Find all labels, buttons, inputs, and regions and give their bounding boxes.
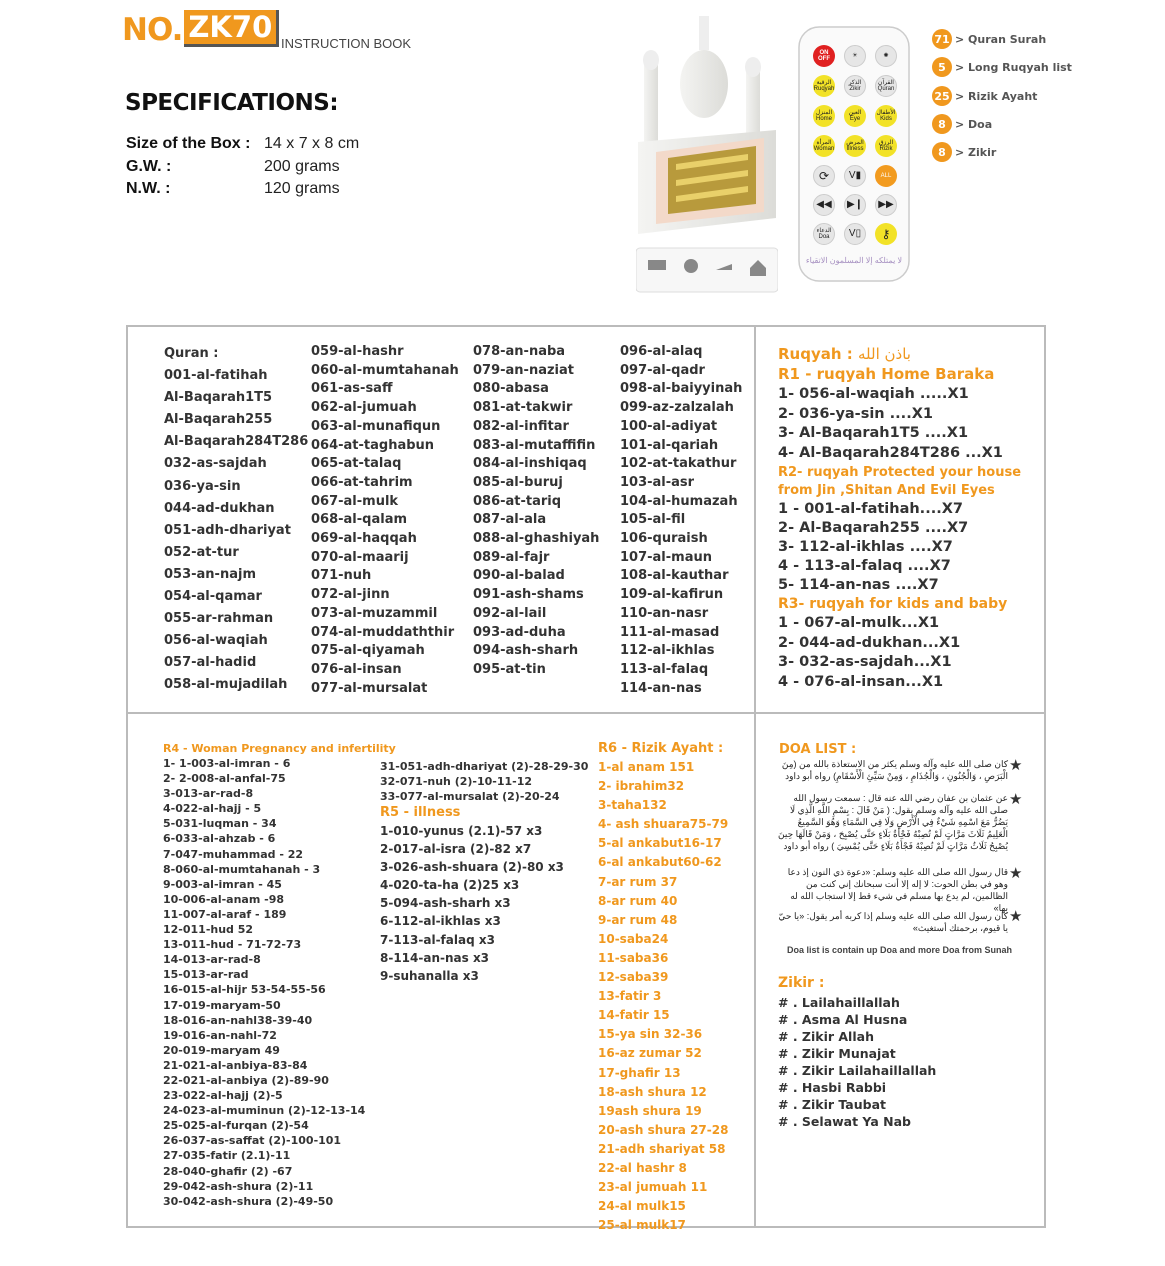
list-item: 096-al-alaq <box>620 344 703 359</box>
list-item: 10-006-al-anam -98 <box>163 892 284 906</box>
doa-note: Doa list is contain up Doa and more Doa from Sunah <box>787 945 1013 955</box>
list-item: 7-047-muhammad - 22 <box>163 847 304 861</box>
list-item: 33-077-al-mursalat (2)-20-24 <box>380 790 560 804</box>
quran-column-3 <box>473 343 599 680</box>
quran-column-1 <box>164 343 308 697</box>
list-item: 105-al-fil <box>620 512 686 528</box>
legend-item: 5 > Long Ruqyah list <box>932 57 1072 77</box>
list-item: 083-al-mutaffifin <box>473 437 596 453</box>
brand-model: ZK70 <box>184 10 279 47</box>
list-item: 067-al-mulk <box>311 493 399 509</box>
spec-row: Size of the Box : 14 x 7 x 8 cm <box>126 135 360 152</box>
list-item: 061-as-saff <box>311 381 393 397</box>
list-item: 19-016-an-nahl-72 <box>163 1028 277 1042</box>
list-item: 087-al-ala <box>473 512 547 528</box>
doa-item: عن عثمان بن عفان رضي الله عنه قال : سمعت رسول الله صلى الله عليه وآله وسلم يقول: ( مَنْ قَالَ : بِسْمِ اللَّهِ الَّذِي لَا يَضُرُّ مَعَ اسْمِهِ شَيْءٌ فِي الْأَرْضِ وَلَا فِي السَّمَاءِ وَهُوَ السَّمِيعُ الْعَلِيمُ ثَلَاثَ مَرَّاتٍ لَمْ تُصِبْهُ فَجْأَةُ بَلَاءٍ حَتَّى يُصْبِحَ ، وَمَنْ قَالَهَا حِينَ يُصْبِحُ ثَلَاثُ مَرَّاتٍ لَمْ تُصِبْهُ فَجْأَةُ بَلَاءٍ حَتَّى يُمْسِيَ ) رواه أبو داود <box>778 793 1008 851</box>
eye-button[interactable]: العين Eye <box>844 105 866 127</box>
list-item: 4- ash shuara75-79 <box>598 817 729 832</box>
list-item: 2- ibrahim32 <box>598 779 685 794</box>
zikir-title: Zikir : <box>778 975 825 991</box>
r5-list <box>380 822 564 985</box>
zikir-button[interactable]: الذكر Zikir <box>844 75 866 97</box>
legend-item: 71 > Quran Surah <box>932 29 1046 49</box>
list-item: 062-al-jumuah <box>311 400 417 416</box>
list-item: 8-ar rum 40 <box>598 893 678 908</box>
specifications-title: SPECIFICATIONS: <box>125 90 339 116</box>
list-item: 097-al-qadr <box>620 362 705 378</box>
r4-column-1 <box>163 756 365 1209</box>
list-item: 088-al-ghashiyah <box>473 531 600 547</box>
list-item: 5-031-luqman - 34 <box>163 817 277 831</box>
list-item: 2-017-al-isra (2)-82 x7 <box>380 842 532 857</box>
lamp-button[interactable] <box>875 45 897 67</box>
list-item: 108-al-kauthar <box>620 568 729 584</box>
list-item: 3-013-ar-rad-8 <box>163 787 254 801</box>
volume-button[interactable] <box>844 165 866 187</box>
list-item: 23-022-al-hajj (2)-5 <box>163 1089 283 1103</box>
list-item: 110-an-nasr <box>620 605 709 621</box>
list-item: Al-Baqarah284T286 <box>164 434 309 450</box>
list-item: 055-ar-rahman <box>164 611 274 627</box>
legend-item: 8 > Doa <box>932 114 992 134</box>
list-item: # . Zikir Taubat <box>778 1097 886 1112</box>
list-item: 090-al-balad <box>473 568 565 584</box>
star-icon: ★ <box>1009 791 1023 808</box>
list-item: 056-al-waqiah <box>164 633 268 649</box>
list-item: 6-112-al-ikhlas x3 <box>380 914 501 929</box>
doa-title: DOA LIST : <box>779 742 857 757</box>
list-item: 044-ad-dukhan <box>164 500 275 516</box>
list-item: 3-taha132 <box>598 798 667 813</box>
list-item: 1 - 001-al-fatihah....X7 <box>778 501 963 517</box>
list-item: 31-051-adh-dhariyat (2)-28-29-30 <box>380 760 589 773</box>
list-item: 051-adh-dhariyat <box>164 522 291 538</box>
list-item: 8-114-an-nas x3 <box>380 950 490 965</box>
list-item: 103-al-asr <box>620 474 695 490</box>
quran-column-2 <box>311 343 459 698</box>
list-item: 101-al-qariah <box>620 437 719 453</box>
r6-list <box>598 758 728 1235</box>
list-item: 078-an-naba <box>473 344 566 359</box>
list-item: 1-010-yunus (2.1)-57 x3 <box>380 824 543 838</box>
list-item: 15-ya sin 32-36 <box>598 1027 703 1042</box>
list-item: 12-saba39 <box>598 970 669 985</box>
list-item: 059-al-hashr <box>311 344 404 359</box>
light-button[interactable] <box>844 45 866 67</box>
list-item: 053-an-najm <box>164 566 256 582</box>
list-item: 23-al jumuah 11 <box>598 1180 708 1195</box>
r6-title: R6 - Rizik Ayaht : <box>598 741 724 756</box>
list-item: 4-020-ta-ha (2)25 x3 <box>380 878 520 893</box>
doa-item: قال رسول الله صلى الله عليه وسلم: «دعوة ذي النون إذ دعا وهو في بطن الحوت: لا إله إلا أنت سبحانك إني كنت من الظالمين، لم يدع بها مسلم في شيء قط إلا استجاب الله له بها» <box>787 867 1008 913</box>
brand-no: NO. <box>122 12 183 48</box>
list-item: 20-019-maryam 49 <box>163 1043 280 1057</box>
list-item: 072-al-jinn <box>311 587 390 603</box>
play-pause-icon: ▶❙ <box>846 199 864 210</box>
list-item: 13-011-hud - 71-72-73 <box>163 938 302 952</box>
lamp-icon: ✺ <box>883 53 889 59</box>
list-item: 084-al-inshiqaq <box>473 456 587 472</box>
star-icon: ★ <box>1009 865 1023 882</box>
power-button[interactable]: ON OFF <box>813 45 835 67</box>
list-item: 057-al-hadid <box>164 655 257 671</box>
list-item: 102-at-takathur <box>620 456 737 472</box>
list-item: 100-al-adiyat <box>620 418 718 434</box>
kids-button[interactable]: الأطفال Kids <box>875 105 897 127</box>
doa-zikir-panel <box>754 712 1046 1228</box>
list-item: 12-011-hud 52 <box>163 923 254 937</box>
mosque-speaker-image <box>636 12 778 294</box>
list-item: 19ash shura 19 <box>598 1103 702 1118</box>
list-item: 086-at-tariq <box>473 493 562 509</box>
volume-down-button[interactable] <box>844 223 866 245</box>
legend-item: 25 > Rizik Ayaht <box>932 86 1037 106</box>
list-item: 074-al-muddaththir <box>311 624 455 640</box>
sun-icon: ☀ <box>852 53 858 59</box>
list-item: 17-ghafir 13 <box>598 1065 681 1080</box>
repeat-button[interactable] <box>813 165 835 187</box>
woman-button[interactable]: المرأة Woman <box>813 135 835 157</box>
list-item: 077-al-mursalat <box>311 680 428 696</box>
quran-column-4 <box>620 343 742 698</box>
list-item: 22-021-al-anbiya (2)-89-90 <box>163 1073 329 1087</box>
list-item: 2- 2-008-al-anfal-75 <box>163 772 286 786</box>
list-item: 28-040-ghafir (2) -67 <box>163 1164 293 1178</box>
list-item: 069-al-haqqah <box>311 531 417 547</box>
list-item: 089-al-fajr <box>473 549 550 565</box>
list-item: 111-al-masad <box>620 624 720 640</box>
list-item: # . Hasbi Rabbi <box>778 1080 887 1095</box>
list-item: 26-037-as-saffat (2)-100-101 <box>163 1134 342 1148</box>
doa-button[interactable]: الدعاء Doa <box>813 223 835 245</box>
doa-item: كان صلى الله عليه وآله وسلم يكثر من الاستعاذة بالله من (مِنَ الْبَرَصِ ، وَالْجُنُونِ ، وَالْجُذَامِ ، وَمِنْ سَيِّئِ الْأَسْقَامِ) رواه أبو داود <box>781 759 1008 781</box>
ruqyah-list: Ruqyah : باذن الله R1 - ruqyah Home Baraka 1- 056-al-waqiah .....X1 2- 036-ya-sin ....X1 3- Al-Baqarah1T5 ....X1 4- Al-Baqarah284T286 ...X1 R2- ruqyah Protected your house from Jin ,Shitan And Evil Eyes 1 - 001-al-fatihah....X7 2- Al-Baqarah255 ....X7 3- 112-al-ikhlas ....X7 4 - 113-al-falaq ....X7 5- 114-an-nas ....X7 R3- ruqyah for kids and baby 1 - 067-al-mulk...X1 2- 044-ad-dukhan...X1 3- 032-as-sajdah...X1 4 - 076-al-insan...X1 <box>778 344 1021 692</box>
doa-item: كان رسول الله صلى الله عليه وسلم إذا كربه أمر يقول: «يا حيّ يا قيوم، برحمتك أستغيث» <box>778 911 1008 933</box>
list-item: 4-022-al-hajj - 5 <box>163 802 262 816</box>
list-item: 13-fatir 3 <box>598 989 662 1004</box>
key-icon: ⚷ <box>881 227 891 241</box>
list-item: 3-026-ash-shuara (2)-80 x3 <box>380 860 564 875</box>
list-item: 001-al-fatihah <box>164 368 268 384</box>
list-item: 32-071-nuh (2)-10-11-12 <box>380 775 533 789</box>
list-item: 063-al-munafiqun <box>311 418 441 434</box>
list-item: 112-al-ikhlas <box>620 643 715 659</box>
list-item: 1- 056-al-waqiah .....X1 <box>778 386 969 402</box>
list-item: 036-ya-sin <box>164 478 241 494</box>
list-item: 14-013-ar-rad-8 <box>163 953 261 967</box>
list-item: 060-al-mumtahanah <box>311 362 459 378</box>
list-item: 5-094-ash-sharh x3 <box>380 896 511 911</box>
list-item: 20-ash shura 27-28 <box>598 1122 729 1137</box>
list-item: 093-ad-duha <box>473 624 566 640</box>
zikir-list <box>778 994 936 1130</box>
all-button[interactable]: ALL <box>875 165 897 187</box>
list-item: 082-al-infitar <box>473 418 569 434</box>
list-item: 18-016-an-nahl38-39-40 <box>163 1013 313 1027</box>
list-item: 30-042-ash-shura (2)-49-50 <box>163 1194 334 1208</box>
list-item: 068-al-qalam <box>311 512 408 528</box>
list-item: # . Selawat Ya Nab <box>778 1114 911 1129</box>
list-item: 22-al hashr 8 <box>598 1160 687 1175</box>
list-item: 3- Al-Baqarah1T5 ....X1 <box>778 425 969 441</box>
previous-button[interactable] <box>813 194 835 216</box>
list-item: 092-al-lail <box>473 605 547 621</box>
list-item: 066-at-tahrim <box>311 474 413 490</box>
spec-row: N.W. : 120 grams <box>126 180 340 197</box>
list-item: 15-013-ar-rad <box>163 968 249 982</box>
list-item: 3- 112-al-ikhlas ....X7 <box>778 539 953 555</box>
remote-footer-text: لا يمتلكه إلا المسلمون الاتقياء <box>805 256 903 265</box>
list-item: 098-al-baiyyinah <box>620 381 743 397</box>
list-item: 104-al-humazah <box>620 493 738 509</box>
list-item: 4 - 113-al-falaq ....X7 <box>778 558 951 574</box>
rewind-icon: ◀◀ <box>816 199 832 210</box>
list-item: 076-al-insan <box>311 661 402 677</box>
list-item: 1-al anam 151 <box>598 760 695 774</box>
list-item: 109-al-kafirun <box>620 587 724 603</box>
list-item: 8-060-al-mumtahanah - 3 <box>163 862 321 876</box>
list-item: 058-al-mujadilah <box>164 677 288 693</box>
list-item: 21-021-al-anbiya-83-84 <box>163 1058 308 1072</box>
remote-control <box>798 26 910 282</box>
list-item: 7-113-al-falaq x3 <box>380 932 495 947</box>
list-item: 095-at-tin <box>473 661 546 677</box>
star-icon: ★ <box>1009 908 1023 925</box>
home-button[interactable]: المنزل Home <box>813 105 835 127</box>
list-item: 032-as-sajdah <box>164 456 267 472</box>
list-item: 24-023-al-muminun (2)-12-13-14 <box>163 1104 366 1118</box>
list-item: Quran : <box>164 346 219 361</box>
list-item: 1- 1-003-al-imran - 6 <box>163 757 291 770</box>
list-item: 094-ash-sharh <box>473 643 579 659</box>
ruqyah-button[interactable]: الرقية Ruqyah <box>813 75 835 97</box>
list-item: 065-at-talaq <box>311 456 402 472</box>
list-item: 5- 114-an-nas ....X7 <box>778 577 939 593</box>
list-item: 091-ash-shams <box>473 587 584 603</box>
list-item: # . Zikir Munajat <box>778 1046 896 1061</box>
list-item: 085-al-buruj <box>473 474 563 490</box>
list-item: 075-al-qiyamah <box>311 643 425 659</box>
list-item: 064-at-taghabun <box>311 437 435 453</box>
list-item: 18-ash shura 12 <box>598 1084 707 1099</box>
volume-down-icon: V▯ <box>848 228 862 239</box>
list-item: 25-025-al-furqan (2)-54 <box>163 1119 309 1133</box>
spec-row: G.W. : 200 grams <box>126 158 340 175</box>
list-item: 106-quraish <box>620 531 708 547</box>
volume-icon: V▮ <box>848 170 862 181</box>
quran-button[interactable]: القرآن Quran <box>875 75 897 97</box>
list-item: 113-al-falaq <box>620 661 709 677</box>
key-button[interactable] <box>875 223 897 245</box>
list-item: 9-suhanalla x3 <box>380 968 479 983</box>
list-item: 29-042-ash-shura (2)-11 <box>163 1179 314 1193</box>
list-item: 16-az zumar 52 <box>598 1046 702 1061</box>
illness-button[interactable]: المرض Illness <box>844 135 866 157</box>
list-item: 5-al ankabut16-17 <box>598 836 722 851</box>
list-item: 17-019-maryam-50 <box>163 998 281 1012</box>
list-item: 080-abasa <box>473 381 549 397</box>
list-item: 4 - 076-al-insan...X1 <box>778 673 944 690</box>
list-item: Al-Baqarah255 <box>164 412 273 428</box>
brand-logo <box>122 10 279 47</box>
star-icon: ★ <box>1009 757 1023 774</box>
list-item: # . Lailahaillallah <box>778 995 900 1010</box>
play-pause-button[interactable] <box>844 194 866 216</box>
legend-item: 8 > Zikir <box>932 142 996 162</box>
list-item: 054-al-qamar <box>164 589 262 605</box>
list-item: # . Asma Al Husna <box>778 1012 908 1027</box>
list-item: 3- 032-as-sajdah...X1 <box>778 654 952 670</box>
list-item: # . Zikir Allah <box>778 1029 874 1044</box>
list-item: 079-an-naziat <box>473 362 574 378</box>
list-item: 16-015-al-hijr 53-54-55-56 <box>163 983 326 997</box>
r4-title: R4 - Woman Pregnancy and infertility <box>163 742 396 755</box>
list-item: 114-an-nas <box>620 680 702 696</box>
list-item: 071-nuh <box>311 568 372 584</box>
list-item: # . Zikir Lailahaillallah <box>778 1063 937 1078</box>
forward-icon: ▶▶ <box>878 199 894 210</box>
list-item: 6-033-al-ahzab - 6 <box>163 832 276 846</box>
list-item: 11-saba36 <box>598 950 669 965</box>
list-item: 11-007-al-araf - 189 <box>163 907 287 921</box>
list-item: 14-fatir 15 <box>598 1008 670 1023</box>
list-item: 7-ar rum 37 <box>598 874 678 889</box>
list-item: 9-003-al-imran - 45 <box>163 877 282 891</box>
list-item: 073-al-muzammil <box>311 605 438 621</box>
list-item: 25-al mulk17 <box>598 1218 686 1233</box>
rizik-button[interactable]: الرزق Rizik <box>875 135 897 157</box>
list-item: 9-ar rum 48 <box>598 912 678 927</box>
next-button[interactable] <box>875 194 897 216</box>
list-item: 6-al ankabut60-62 <box>598 855 722 870</box>
list-item: 2- 036-ya-sin ....X1 <box>778 405 933 422</box>
list-item: Al-Baqarah1T5 <box>164 390 273 406</box>
instruction-label: INSTRUCTION BOOK <box>281 36 412 51</box>
list-item: 1 - 067-al-mulk...X1 <box>778 615 940 631</box>
list-item: 4- Al-Baqarah284T286 ...X1 <box>778 444 1003 461</box>
list-item: 081-at-takwir <box>473 400 573 416</box>
list-item: 070-al-maarij <box>311 549 409 565</box>
r5-title: R5 - illness <box>380 805 461 820</box>
repeat-icon: ⟳ <box>818 169 830 183</box>
list-item: 099-az-zalzalah <box>620 400 734 416</box>
list-item: 2- Al-Baqarah255 ....X7 <box>778 520 969 536</box>
list-item: 24-al mulk15 <box>598 1199 686 1214</box>
r4-column-2 <box>380 759 588 804</box>
list-item: 27-035-fatir (2.1)-11 <box>163 1149 291 1163</box>
list-item: 052-at-tur <box>164 544 239 560</box>
list-item: 21-adh shariyat 58 <box>598 1141 726 1156</box>
list-item: 107-al-maun <box>620 549 712 565</box>
list-item: 2- 044-ad-dukhan...X1 <box>778 634 961 651</box>
list-item: 10-saba24 <box>598 931 669 946</box>
